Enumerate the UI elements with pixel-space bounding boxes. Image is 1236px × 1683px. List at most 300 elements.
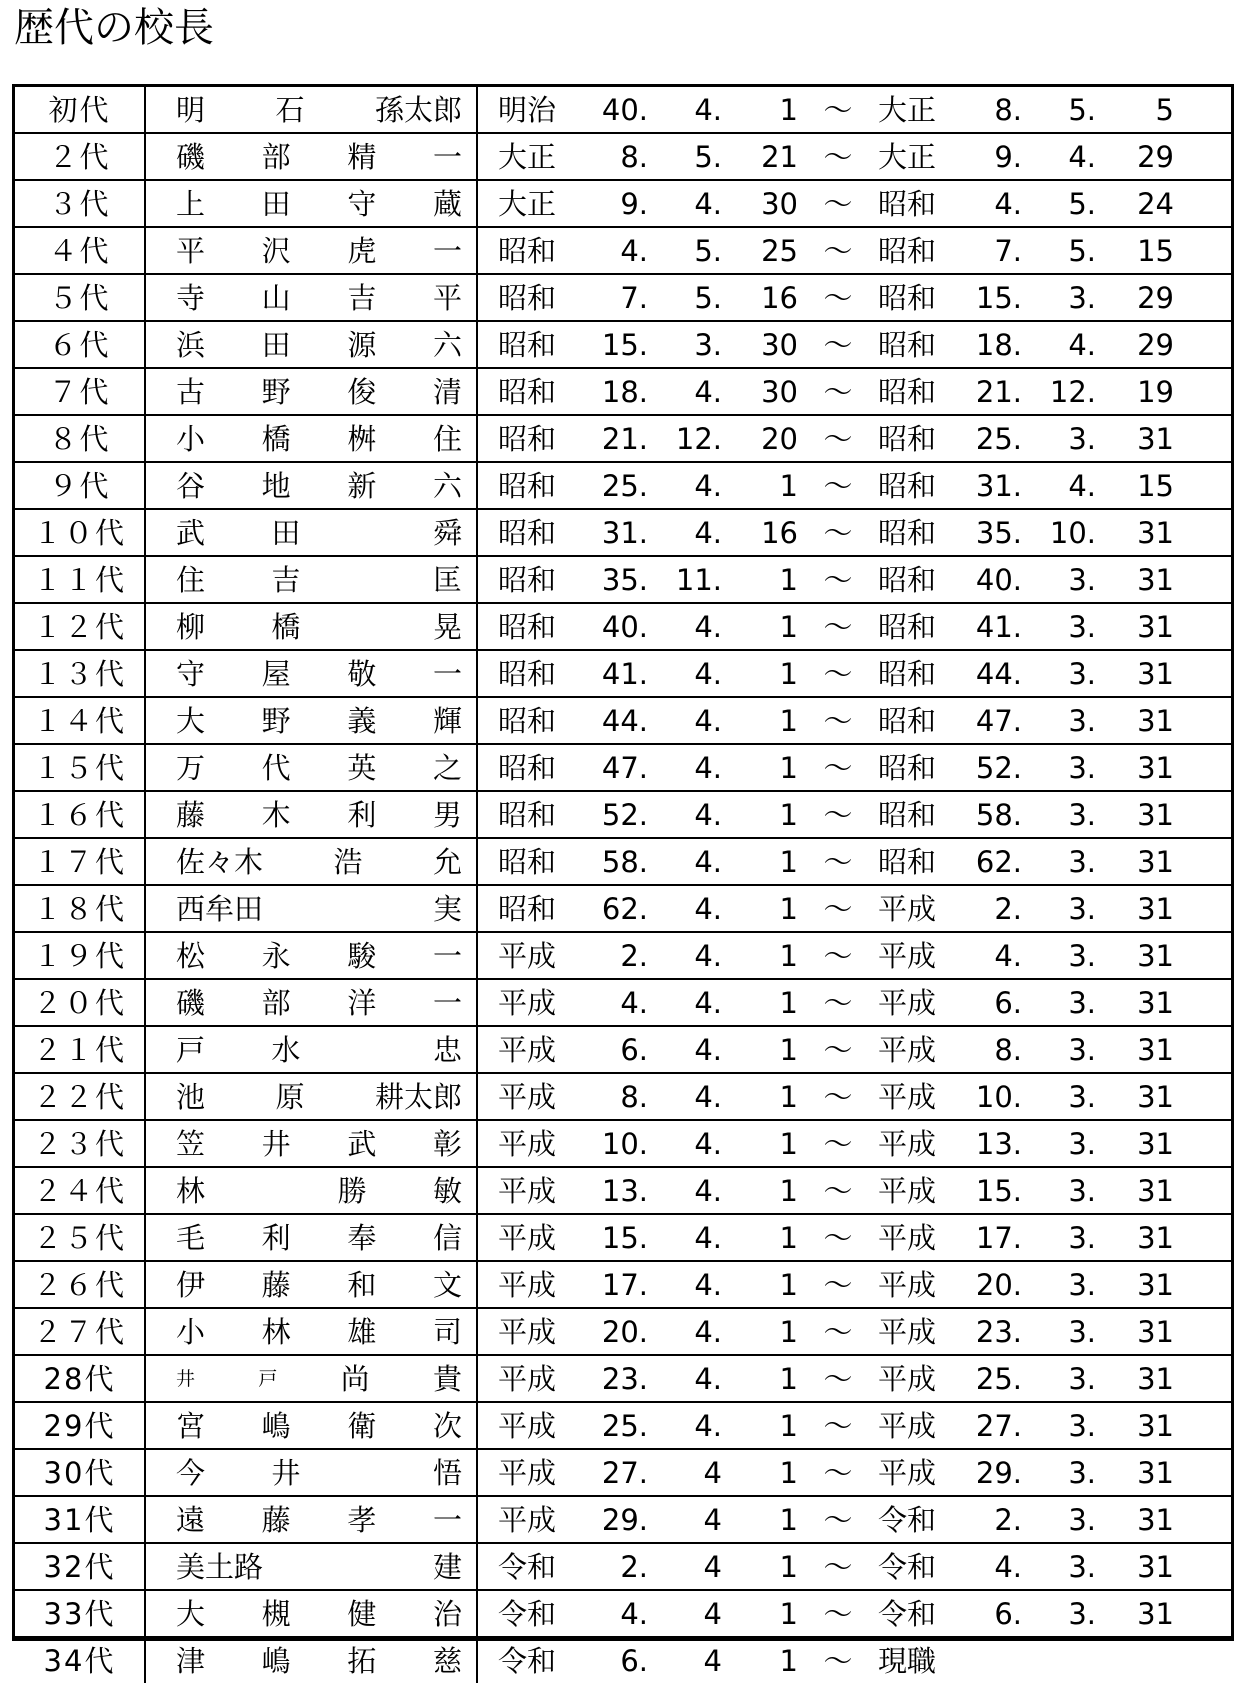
name-cell (145, 1261, 477, 1308)
start-year: 7. (620, 280, 648, 315)
start-month: 4. (694, 1314, 722, 1349)
name-cell (145, 1590, 477, 1637)
principal-name (176, 278, 462, 318)
name-cell (145, 1543, 477, 1590)
term-cell (477, 885, 1231, 932)
start-day: 1 (779, 1361, 798, 1396)
table-row (15, 180, 1231, 227)
term-period (478, 1074, 1231, 1119)
principal-name (176, 1030, 462, 1070)
term-cell (477, 133, 1231, 180)
start-day: 1 (779, 985, 798, 1020)
term-period (478, 1544, 1231, 1589)
end-era: 平成 (878, 1361, 937, 1396)
name-part: 衛 (347, 1408, 377, 1443)
end-day: 24 (1137, 186, 1174, 221)
start-day: 1 (779, 1596, 798, 1631)
start-era: 平成 (498, 1502, 557, 1537)
end-day: 31 (1137, 985, 1174, 1020)
end-month: 3. (1068, 1502, 1096, 1537)
start-year: 25. (601, 1408, 648, 1443)
start-era: 令和 (498, 1549, 557, 1584)
table-row (15, 979, 1231, 1026)
name-part: 嶋 (261, 1408, 291, 1443)
end-day: 31 (1137, 1361, 1174, 1396)
table-row (15, 697, 1231, 744)
end-year: 15. (975, 280, 1022, 315)
end-month: 3. (1068, 1455, 1096, 1490)
name-part: 健 (347, 1596, 377, 1631)
end-era: 昭和 (878, 421, 937, 456)
name-part: 忠 (432, 1032, 462, 1067)
generation-cell: ２０代 (15, 979, 145, 1026)
name-part: 戸 (176, 1032, 206, 1067)
end-era: 大正 (878, 139, 937, 174)
end-day: 31 (1137, 891, 1174, 926)
principal-name (176, 137, 462, 177)
start-year: 27. (601, 1455, 648, 1490)
principal-name (176, 1265, 462, 1305)
tilde-separator: ～ (823, 1220, 853, 1255)
start-day: 1 (779, 468, 798, 503)
generation-cell: 30代 (15, 1449, 145, 1496)
generation-cell: ２５代 (15, 1214, 145, 1261)
end-year: 17. (975, 1220, 1022, 1255)
principal-name (176, 1312, 462, 1352)
name-part: 信 (432, 1220, 462, 1255)
end-era: 令和 (878, 1596, 937, 1631)
name-cell (145, 368, 477, 415)
tilde-separator: ～ (823, 468, 853, 503)
name-cell (145, 1167, 477, 1214)
table-row (15, 932, 1231, 979)
end-day: 29 (1137, 280, 1174, 315)
start-era: 平成 (498, 1079, 557, 1114)
tilde-separator: ～ (823, 609, 853, 644)
end-year: 20. (975, 1267, 1022, 1302)
principal-name (176, 1547, 462, 1587)
end-day: 31 (1137, 1173, 1174, 1208)
name-part: 治 (432, 1596, 462, 1631)
generation-cell: ２７代 (15, 1308, 145, 1355)
start-month: 5. (694, 280, 722, 315)
end-day: 31 (1137, 844, 1174, 879)
name-part: 沢 (261, 233, 291, 268)
name-part: 遠 (176, 1502, 206, 1537)
start-month: 4. (694, 1220, 722, 1255)
end-day: 31 (1137, 609, 1174, 644)
start-year: 44. (601, 703, 648, 738)
end-year: 10. (975, 1079, 1022, 1114)
end-year: 52. (975, 750, 1022, 785)
name-part: 大 (176, 1596, 206, 1631)
tilde-separator: ～ (823, 1502, 853, 1537)
generation-cell: 31代 (15, 1496, 145, 1543)
start-month: 4. (694, 92, 722, 127)
term-period (478, 604, 1231, 649)
name-cell (145, 1637, 477, 1683)
generation-cell: １９代 (15, 932, 145, 979)
name-cell (145, 932, 477, 979)
term-cell (477, 1261, 1231, 1308)
end-day: 31 (1137, 703, 1174, 738)
term-period (478, 886, 1231, 931)
name-part: 義 (347, 703, 377, 738)
principal-name (176, 466, 462, 506)
tilde-separator: ～ (823, 515, 853, 550)
tilde-separator: ～ (823, 844, 853, 879)
end-day: 29 (1137, 139, 1174, 174)
start-year: 58. (601, 844, 648, 879)
start-day: 1 (779, 1220, 798, 1255)
name-part: 彰 (432, 1126, 462, 1161)
end-year: 4. (994, 938, 1022, 973)
name-part: 新 (347, 468, 377, 503)
start-year: 40. (601, 92, 648, 127)
name-part: 守 (347, 186, 377, 221)
tilde-separator: ～ (823, 703, 853, 738)
start-day: 1 (779, 1643, 798, 1678)
generation-cell: 29代 (15, 1402, 145, 1449)
start-day: 1 (779, 562, 798, 597)
start-month: 4 (703, 1549, 722, 1584)
table-row (15, 1073, 1231, 1120)
end-year: 18. (975, 327, 1022, 362)
name-cell (145, 1026, 477, 1073)
name-part: 耕太郎 (374, 1079, 462, 1114)
name-part: 浜 (176, 327, 206, 362)
principal-name (176, 701, 462, 741)
start-month: 4 (703, 1643, 722, 1678)
term-period (478, 1356, 1231, 1401)
end-month: 5. (1068, 92, 1096, 127)
name-part: 井 (176, 1367, 196, 1390)
name-cell (145, 1120, 477, 1167)
end-year: 62. (975, 844, 1022, 879)
name-part: 精 (347, 139, 377, 174)
name-part: 尚 (340, 1361, 370, 1396)
tilde-separator: ～ (823, 891, 853, 926)
name-part: 藤 (261, 1502, 291, 1537)
generation-cell: 28代 (15, 1355, 145, 1402)
start-day: 1 (779, 1408, 798, 1443)
generation-cell: ２２代 (15, 1073, 145, 1120)
start-era: 昭和 (498, 656, 557, 691)
tilde-separator: ～ (823, 1361, 853, 1396)
term-period (478, 1403, 1231, 1448)
name-cell (145, 227, 477, 274)
tilde-separator: ～ (823, 233, 853, 268)
name-part: 晃 (432, 609, 462, 644)
end-month: 3. (1068, 656, 1096, 691)
end-month: 3. (1068, 938, 1096, 973)
start-day: 1 (779, 1314, 798, 1349)
term-period (478, 933, 1231, 978)
term-cell (477, 603, 1231, 650)
tilde-separator: ～ (823, 421, 853, 456)
generation-cell: 34代 (15, 1637, 145, 1683)
name-cell (145, 1402, 477, 1449)
end-era: 昭和 (878, 280, 937, 315)
page-title: 歴代の校長 (14, 5, 214, 51)
end-month: 3. (1068, 844, 1096, 879)
end-year: 25. (975, 1361, 1022, 1396)
term-period (478, 745, 1231, 790)
start-day: 30 (761, 186, 798, 221)
name-part: 孫太郎 (374, 92, 462, 127)
term-period (478, 1168, 1231, 1213)
start-month: 4. (694, 1032, 722, 1067)
name-part: 実 (432, 891, 462, 926)
start-month: 4 (703, 1455, 722, 1490)
tilde-separator: ～ (823, 797, 853, 832)
name-part: 毛 (176, 1220, 206, 1255)
name-part: 野 (261, 374, 291, 409)
name-part: 石 (275, 92, 305, 127)
start-year: 25. (601, 468, 648, 503)
term-cell (477, 932, 1231, 979)
name-part: 宮 (176, 1408, 206, 1443)
start-era: 昭和 (498, 703, 557, 738)
start-era: 平成 (498, 1173, 557, 1208)
end-day: 31 (1137, 656, 1174, 691)
principal-name (176, 607, 462, 647)
name-part: 清 (432, 374, 462, 409)
start-era: 令和 (498, 1643, 557, 1678)
term-cell (477, 509, 1231, 556)
generation-cell: 32代 (15, 1543, 145, 1590)
name-part: 勝 (337, 1173, 367, 1208)
name-part: 平 (432, 280, 462, 315)
name-part: 敏 (432, 1173, 462, 1208)
principal-name (176, 1124, 462, 1164)
start-era: 昭和 (498, 609, 557, 644)
name-part: 大 (176, 703, 206, 738)
end-month: 3. (1068, 750, 1096, 785)
term-cell (477, 650, 1231, 697)
name-part: 部 (261, 139, 291, 174)
end-month: 4. (1068, 327, 1096, 362)
name-part: 小 (176, 1314, 206, 1349)
start-day: 1 (779, 1267, 798, 1302)
generation-cell: ４代 (15, 227, 145, 274)
start-month: 4. (694, 844, 722, 879)
principal-name (176, 560, 462, 600)
start-month: 4. (694, 703, 722, 738)
table-row (15, 1590, 1231, 1637)
start-era: 昭和 (498, 421, 557, 456)
name-part: 利 (347, 797, 377, 832)
name-part: 住 (176, 562, 206, 597)
end-year: 6. (994, 985, 1022, 1020)
end-month: 3. (1068, 1408, 1096, 1443)
name-part: 戸 (258, 1367, 278, 1390)
generation-cell: 33代 (15, 1590, 145, 1637)
tilde-separator: ～ (823, 1549, 853, 1584)
end-month: 5. (1068, 186, 1096, 221)
end-month: 3. (1068, 1361, 1096, 1396)
name-part: 橋 (261, 421, 291, 456)
name-part: 槻 (261, 1596, 291, 1631)
start-day: 1 (779, 656, 798, 691)
name-cell (145, 1496, 477, 1543)
name-part: 一 (432, 1502, 462, 1537)
name-cell (145, 321, 477, 368)
term-cell (477, 1449, 1231, 1496)
name-part: 住 (432, 421, 462, 456)
name-part: 源 (347, 327, 377, 362)
name-part: 林 (261, 1314, 291, 1349)
principal-name (176, 372, 462, 412)
end-era: 昭和 (878, 374, 937, 409)
name-part: 橋 (271, 609, 301, 644)
end-day: 31 (1137, 515, 1174, 550)
name-part: 俊 (347, 374, 377, 409)
start-era: 昭和 (498, 515, 557, 550)
name-cell (145, 791, 477, 838)
term-period (478, 1638, 1231, 1683)
name-part: 笠 (176, 1126, 206, 1161)
tilde-separator: ～ (823, 374, 853, 409)
start-year: 13. (601, 1173, 648, 1208)
start-month: 4. (694, 515, 722, 550)
start-month: 4. (694, 1408, 722, 1443)
generation-cell: １０代 (15, 509, 145, 556)
principal-name (176, 889, 462, 929)
principal-name (176, 231, 462, 271)
end-month: 4. (1068, 139, 1096, 174)
name-part: 地 (261, 468, 291, 503)
start-era: 昭和 (498, 891, 557, 926)
end-day: 31 (1137, 1408, 1174, 1443)
principal-name (176, 842, 462, 882)
tilde-separator: ～ (823, 562, 853, 597)
term-period (478, 416, 1231, 461)
name-part: 武 (347, 1126, 377, 1161)
end-era: 昭和 (878, 656, 937, 691)
name-part: 野 (261, 703, 291, 738)
principal-name (176, 184, 462, 224)
end-month: 10. (1049, 515, 1096, 550)
start-year: 31. (601, 515, 648, 550)
start-year: 2. (620, 1549, 648, 1584)
start-year: 62. (601, 891, 648, 926)
generation-cell: ５代 (15, 274, 145, 321)
term-period (478, 181, 1231, 226)
start-day: 1 (779, 609, 798, 644)
generation-cell: １３代 (15, 650, 145, 697)
principal-name (176, 513, 462, 553)
start-year: 8. (620, 139, 648, 174)
start-year: 23. (601, 1361, 648, 1396)
principal-name (176, 983, 462, 1023)
term-period (478, 557, 1231, 602)
term-period (478, 87, 1231, 132)
end-era: 平成 (878, 1408, 937, 1443)
end-day: 31 (1137, 1220, 1174, 1255)
end-year: 4. (994, 1549, 1022, 1584)
term-period (478, 1309, 1231, 1354)
end-month: 4. (1068, 468, 1096, 503)
table-row (15, 1355, 1231, 1402)
end-era: 昭和 (878, 703, 937, 738)
start-month: 4. (694, 1173, 722, 1208)
end-day: 31 (1137, 562, 1174, 597)
name-cell (145, 509, 477, 556)
start-year: 20. (601, 1314, 648, 1349)
name-cell (145, 1449, 477, 1496)
principal-name (176, 1171, 462, 1211)
tilde-separator: ～ (823, 1643, 853, 1678)
generation-cell: ２４代 (15, 1167, 145, 1214)
start-month: 5. (694, 139, 722, 174)
term-cell (477, 838, 1231, 885)
tilde-separator: ～ (823, 327, 853, 362)
end-era: 平成 (878, 1173, 937, 1208)
end-year: 4. (994, 186, 1022, 221)
term-period (478, 792, 1231, 837)
end-month: 3. (1068, 562, 1096, 597)
end-year: 47. (975, 703, 1022, 738)
start-day: 1 (779, 750, 798, 785)
name-part: 松 (176, 938, 206, 973)
name-part: 西牟田 (176, 891, 264, 926)
generation-cell: ６代 (15, 321, 145, 368)
table-row (15, 87, 1231, 133)
end-era: 大正 (878, 92, 937, 127)
term-period (478, 1262, 1231, 1307)
end-month: 3. (1068, 1032, 1096, 1067)
start-era: 平成 (498, 938, 557, 973)
table-row (15, 368, 1231, 415)
name-cell (145, 838, 477, 885)
start-era: 大正 (498, 139, 557, 174)
table-row (15, 556, 1231, 603)
name-part: 次 (432, 1408, 462, 1443)
generation-cell: １５代 (15, 744, 145, 791)
start-day: 16 (761, 280, 798, 315)
start-day: 1 (779, 938, 798, 973)
end-month: 3. (1068, 703, 1096, 738)
principal-name (176, 1077, 462, 1117)
name-part: 建 (432, 1549, 462, 1584)
start-month: 12. (675, 421, 722, 456)
table-row (15, 1214, 1231, 1261)
start-day: 1 (779, 797, 798, 832)
end-era: 昭和 (878, 844, 937, 879)
start-month: 4. (694, 468, 722, 503)
end-era: 令和 (878, 1549, 937, 1584)
end-month: 3. (1068, 1549, 1096, 1584)
table-row (15, 415, 1231, 462)
term-period (478, 651, 1231, 696)
end-month: 3. (1068, 891, 1096, 926)
start-month: 4. (694, 1126, 722, 1161)
end-era: 令和 (878, 1502, 937, 1537)
start-era: 昭和 (498, 233, 557, 268)
name-part: 田 (261, 186, 291, 221)
name-part: 平 (176, 233, 206, 268)
generation-cell: １８代 (15, 885, 145, 932)
name-part: 水 (271, 1032, 301, 1067)
name-cell (145, 133, 477, 180)
name-part: 上 (176, 186, 206, 221)
end-year: 9. (994, 139, 1022, 174)
generation-cell: ８代 (15, 415, 145, 462)
term-cell (477, 1543, 1231, 1590)
generation-cell: 初代 (15, 87, 145, 133)
start-era: 明治 (498, 92, 557, 127)
